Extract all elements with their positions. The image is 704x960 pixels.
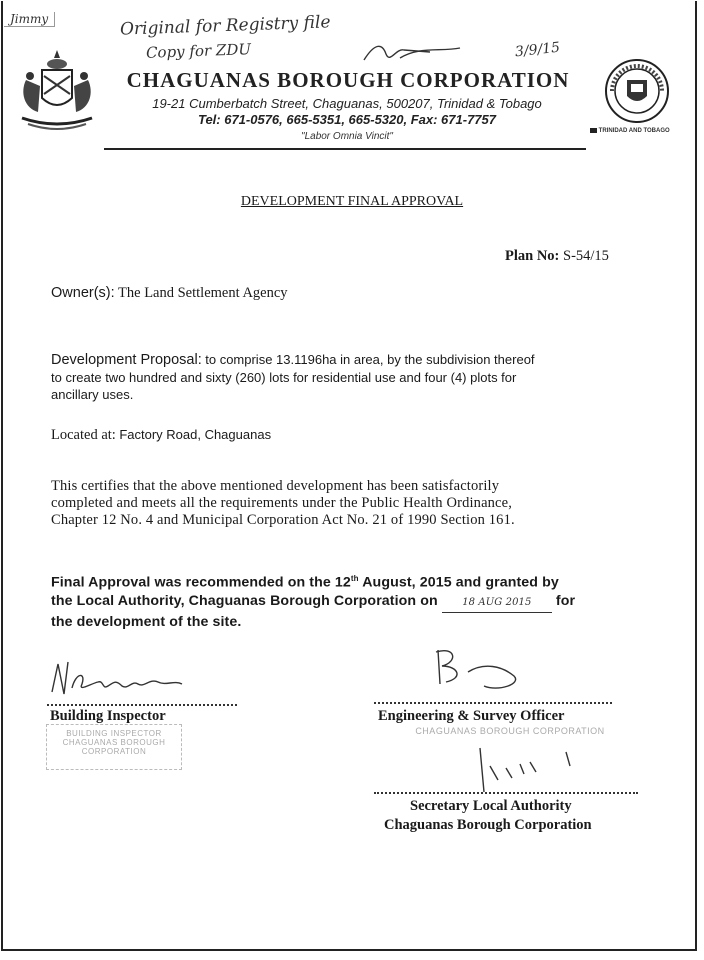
- handwritten-note-line2: Copy for ZDU: [145, 40, 252, 62]
- page-border: [1, 1, 697, 951]
- building-inspector-stamp: BUILDING INSPECTOR CHAGUANAS BOROUGH CORPORATION: [46, 724, 182, 770]
- corporation-label: Chaguanas Borough Corporation: [384, 817, 592, 833]
- handwritten-note-line1: Original for Registry file: [119, 12, 331, 40]
- handwritten-approval-date: 18 AUG 2015: [442, 592, 552, 613]
- building-inspector-signature: [46, 654, 196, 704]
- building-inspector-label: Building Inspector: [50, 708, 166, 724]
- flag-icon: [590, 128, 597, 133]
- corporation-phone: Tel: 671-0576, 665-5351, 665-5320, Fax: 671-7757: [197, 112, 496, 127]
- coat-of-arms-icon: [14, 46, 100, 134]
- document-title: DEVELOPMENT FINAL APPROVAL: [240, 194, 464, 209]
- building-inspector-line: [47, 704, 237, 706]
- handwritten-initials: [360, 38, 510, 66]
- engineering-officer-signature: [428, 644, 528, 700]
- final-approval-paragraph: Final Approval was recommended on the 12th August, 2015 and granted by the Local Authority, Chaguanas Borough Corporation on 18 AUG 2015 for the development of the site.: [51, 574, 576, 630]
- corporation-seal-icon: [604, 58, 670, 124]
- certification-paragraph: This certifies that the above mentioned development has been satisfactorily completed and meets all the requirements under the Public Health Ordinance, Chapter 12 No. 4 and Municipal Corporation Act No. 21 of 1990 Section 161.: [51, 478, 515, 528]
- location-line: Located at: Factory Road, Chaguanas: [51, 427, 272, 443]
- seal-caption: TRINIDAD AND TOBAGO: [590, 128, 670, 134]
- development-proposal: Development Proposal: to comprise 13.1196ha in area, by the subdivision thereof to create two hundred and sixty (260) lots for residential use and four (4) plots for ancillary uses.: [51, 352, 535, 402]
- engineering-officer-line: [374, 702, 612, 704]
- owner-line: Owner(s): The Land Settlement Agency: [51, 285, 288, 301]
- header-divider: [104, 148, 586, 150]
- handwritten-date: 3/9/15: [514, 39, 561, 61]
- plan-number: Plan No: S-54/15: [505, 248, 609, 264]
- secretary-signature: [470, 744, 590, 794]
- corporation-motto: "Labor Omnia Vincit": [301, 131, 393, 142]
- secretary-label: Secretary Local Authority: [410, 798, 572, 814]
- corporation-title: CHAGUANAS BOROUGH CORPORATION: [126, 68, 570, 92]
- handwritten-corner-note: Jimmy: [4, 12, 55, 27]
- engineering-officer-label: Engineering & Survey Officer: [378, 708, 565, 724]
- secretary-line: [374, 792, 638, 794]
- corporation-address: 19-21 Cumberbatch Street, Chaguanas, 500207, Trinidad & Tobago: [152, 96, 542, 111]
- engineering-stamp: CHAGUANAS BOROUGH CORPORATION: [415, 726, 605, 736]
